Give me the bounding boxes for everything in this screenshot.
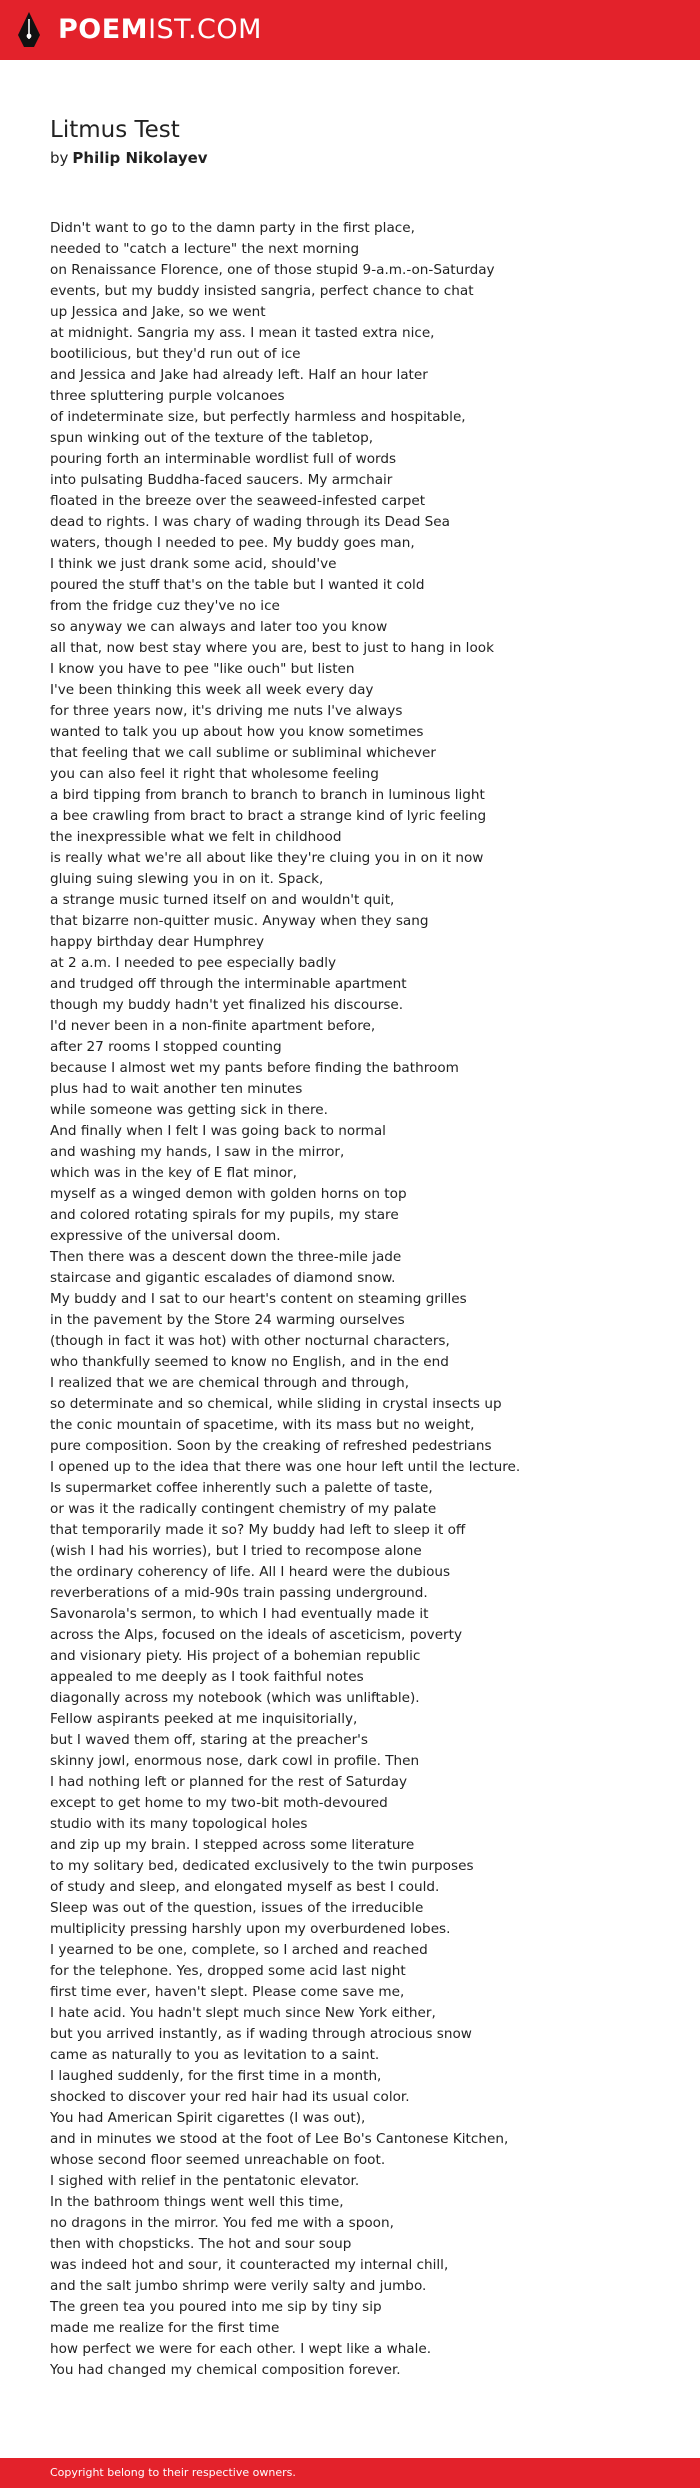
poem-line: a bird tipping from branch to branch to branch in luminous light [50, 787, 485, 803]
poem-line: needed to "catch a lecture" the next morning [50, 241, 360, 257]
poem-line: though my buddy hadn't yet finalized his discourse. [50, 997, 404, 1013]
poem-line: diagonally across my notebook (which was unliftable). [50, 1690, 420, 1706]
poem-line: skinny jowl, enormous nose, dark cowl in profile. Then [50, 1753, 420, 1769]
poem-line: I laughed suddenly, for the first time in a month, [50, 2068, 382, 2084]
poem-line: and colored rotating spirals for my pupils, my stare [50, 1207, 399, 1223]
poem-line: I'd never been in a non-finite apartment before, [50, 1018, 376, 1034]
poem-line: Savonarola's sermon, to which I had eventually made it [50, 1606, 429, 1622]
byline [50, 147, 208, 169]
poem-line: dead to rights. I was chary of wading through its Dead Sea [50, 514, 450, 530]
poem-line: all that, now best stay where you are, best to just to hang in look [50, 640, 494, 656]
poem-line: the ordinary coherency of life. All I heard were the dubious [50, 1564, 451, 1580]
poem-line: Didn't want to go to the damn party in the first place, [50, 220, 415, 236]
poem-line: I know you have to pee "like ouch" but listen [50, 661, 355, 677]
poem-line: reverberations of a mid-90s train passing underground. [50, 1585, 428, 1601]
poem-line: first time ever, haven't slept. Please come save me, [50, 1984, 405, 2000]
poem-line: made me realize for the first time [50, 2320, 280, 2336]
poem-line: Then there was a descent down the three-mile jade [50, 1249, 402, 1265]
poem-line: came as naturally to you as levitation to a saint. [50, 2047, 380, 2063]
poem-line: three spluttering purple volcanoes [50, 388, 285, 404]
poem-line: in the pavement by the Store 24 warming ourselves [50, 1312, 405, 1328]
poem-line: that feeling that we call sublime or subliminal whichever [50, 745, 436, 761]
poem-line: I think we just drank some acid, should've [50, 556, 337, 572]
copyright-notice: Copyright belong to their respective owners. [50, 2466, 296, 2479]
poem-line: then with chopsticks. The hot and sour soup [50, 2236, 352, 2252]
poem-line: And finally when I felt I was going back to normal [50, 1123, 386, 1139]
poem-line: and washing my hands, I saw in the mirror, [50, 1144, 345, 1160]
logo-text-bold: POEM [58, 14, 149, 45]
poem-line: after 27 rooms I stopped counting [50, 1039, 282, 1055]
poem-line: but you arrived instantly, as if wading through atrocious snow [50, 2026, 472, 2042]
by-label: by [50, 149, 69, 167]
poem-line: for three years now, it's driving me nuts I've always [50, 703, 403, 719]
poem-line: for the telephone. Yes, dropped some acid last night [50, 1963, 406, 1979]
poem-line: You had changed my chemical composition forever. [50, 2362, 401, 2378]
poem-line: of study and sleep, and elongated myself as best I could. [50, 1879, 440, 1895]
poem-line: whose second floor seemed unreachable on foot. [50, 2152, 386, 2168]
poem-line: wanted to talk you up about how you know sometimes [50, 724, 424, 740]
poem-line: Is supermarket coffee inherently such a palette of taste, [50, 1480, 433, 1496]
poem-line: multiplicity pressing harshly upon my overburdened lobes. [50, 1921, 451, 1937]
poem-body [50, 218, 670, 2381]
poem-title: Litmus Test [50, 117, 180, 143]
poem-line: that bizarre non-quitter music. Anyway when they sang [50, 913, 429, 929]
logo-text-light: IST.COM [148, 14, 262, 45]
poem-line: I've been thinking this week all week every day [50, 682, 374, 698]
site-logo[interactable] [58, 13, 262, 47]
poem-line: poured the stuff that's on the table but I wanted it cold [50, 577, 425, 593]
poem-line: pure composition. Soon by the creaking of refreshed pedestrians [50, 1438, 492, 1454]
poem-line: Sleep was out of the question, issues of the irreducible [50, 1900, 424, 1916]
poem-line: You had American Spirit cigarettes (I was out), [50, 2110, 366, 2126]
poem-line: studio with its many topological holes [50, 1816, 308, 1832]
poem-line: who thankfully seemed to know no English, and in the end [50, 1354, 449, 1370]
poem-line: and trudged off through the interminable apartment [50, 976, 407, 992]
poem-line: to my solitary bed, dedicated exclusively to the twin purposes [50, 1858, 474, 1874]
poem-line: at midnight. Sangria my ass. I mean it tasted extra nice, [50, 325, 435, 341]
poem-line: I had nothing left or planned for the rest of Saturday [50, 1774, 408, 1790]
poem-line: My buddy and I sat to our heart's content on steaming grilles [50, 1291, 467, 1307]
poem-line: the inexpressible what we felt in childhood [50, 829, 342, 845]
poem-line: and Jessica and Jake had already left. Half an hour later [50, 367, 428, 383]
poem-line: expressive of the universal doom. [50, 1228, 281, 1244]
poem-line: which was in the key of E flat minor, [50, 1165, 297, 1181]
poem-line: at 2 a.m. I needed to pee especially badly [50, 955, 337, 971]
poem-line: into pulsating Buddha-faced saucers. My armchair [50, 472, 393, 488]
poem-line: on Renaissance Florence, one of those stupid 9-a.m.-on-Saturday [50, 262, 495, 278]
poem-line: In the bathroom things went well this time, [50, 2194, 344, 2210]
poem-line: so determinate and so chemical, while sliding in crystal insects up [50, 1396, 502, 1412]
poem-line: the conic mountain of spacetime, with its mass but no weight, [50, 1417, 475, 1433]
site-header [0, 0, 700, 60]
poem-line: because I almost wet my pants before finding the bathroom [50, 1060, 459, 1076]
poem-line: no dragons in the mirror. You fed me with a spoon, [50, 2215, 394, 2231]
poem-line: while someone was getting sick in there. [50, 1102, 328, 1118]
poem-line: myself as a winged demon with golden horns on top [50, 1186, 407, 1202]
poem-line: The green tea you poured into me sip by tiny sip [50, 2299, 382, 2315]
poem-line: and visionary piety. His project of a bohemian republic [50, 1648, 421, 1664]
poem-line: and in minutes we stood at the foot of Lee Bo's Cantonese Kitchen, [50, 2131, 509, 2147]
poem-line: (though in fact it was hot) with other nocturnal characters, [50, 1333, 450, 1349]
poem-line: is really what we're all about like they're cluing you in on it now [50, 850, 484, 866]
poem-line: that temporarily made it so? My buddy had left to sleep it off [50, 1522, 466, 1538]
poem-line: gluing suing slewing you in on it. Spack, [50, 871, 324, 887]
poem-line: staircase and gigantic escalades of diamond snow. [50, 1270, 396, 1286]
poem-line: a bee crawling from bract to bract a strange kind of lyric feeling [50, 808, 487, 824]
poem-line: waters, though I needed to pee. My buddy goes man, [50, 535, 415, 551]
poem-line: pouring forth an interminable wordlist full of words [50, 451, 397, 467]
poem-line: but I waved them off, staring at the preacher's [50, 1732, 368, 1748]
poem-line: (wish I had his worries), but I tried to recompose alone [50, 1543, 422, 1559]
poem-line: up Jessica and Jake, so we went [50, 304, 266, 320]
poem-line: you can also feel it right that wholesome feeling [50, 766, 379, 782]
poem-line: except to get home to my two-bit moth-devoured [50, 1795, 388, 1811]
poem-line: happy birthday dear Humphrey [50, 934, 265, 950]
poem-line: Fellow aspirants peeked at me inquisitorially, [50, 1711, 358, 1727]
poem-line: I hate acid. You hadn't slept much since New York either, [50, 2005, 436, 2021]
site-footer [0, 2458, 700, 2488]
poem-line: across the Alps, focused on the ideals of asceticism, poverty [50, 1627, 463, 1643]
poem-line: how perfect we were for each other. I wept like a whale. [50, 2341, 432, 2357]
poem-line: I opened up to the idea that there was one hour left until the lecture. [50, 1459, 521, 1475]
poem-line: from the fridge cuz they've no ice [50, 598, 280, 614]
poem-line: plus had to wait another ten minutes [50, 1081, 303, 1097]
poem-line: of indeterminate size, but perfectly harmless and hospitable, [50, 409, 466, 425]
poem-line: so anyway we can always and later too you know [50, 619, 388, 635]
poem-line: floated in the breeze over the seaweed-infested carpet [50, 493, 426, 509]
author-name[interactable]: Philip Nikolayev [72, 149, 208, 167]
poem-line: and zip up my brain. I stepped across some literature [50, 1837, 415, 1853]
poem-line: I realized that we are chemical through and through, [50, 1375, 410, 1391]
poem-line: events, but my buddy insisted sangria, perfect chance to chat [50, 283, 474, 299]
poem-line: a strange music turned itself on and wouldn't quit, [50, 892, 395, 908]
poem-line: spun winking out of the texture of the tabletop, [50, 430, 374, 446]
fountain-pen-nib-icon[interactable] [16, 11, 42, 49]
poem-line: appealed to me deeply as I took faithful notes [50, 1669, 364, 1685]
poem-line: I yearned to be one, complete, so I arched and reached [50, 1942, 428, 1958]
poem-line: or was it the radically contingent chemistry of my palate [50, 1501, 437, 1517]
poem-line: was indeed hot and sour, it counteracted my internal chill, [50, 2257, 449, 2273]
poem-line: and the salt jumbo shrimp were verily salty and jumbo. [50, 2278, 427, 2294]
poem-line: I sighed with relief in the pentatonic elevator. [50, 2173, 360, 2189]
poem-line: bootilicious, but they'd run out of ice [50, 346, 301, 362]
poem-line: shocked to discover your red hair had its usual color. [50, 2089, 410, 2105]
